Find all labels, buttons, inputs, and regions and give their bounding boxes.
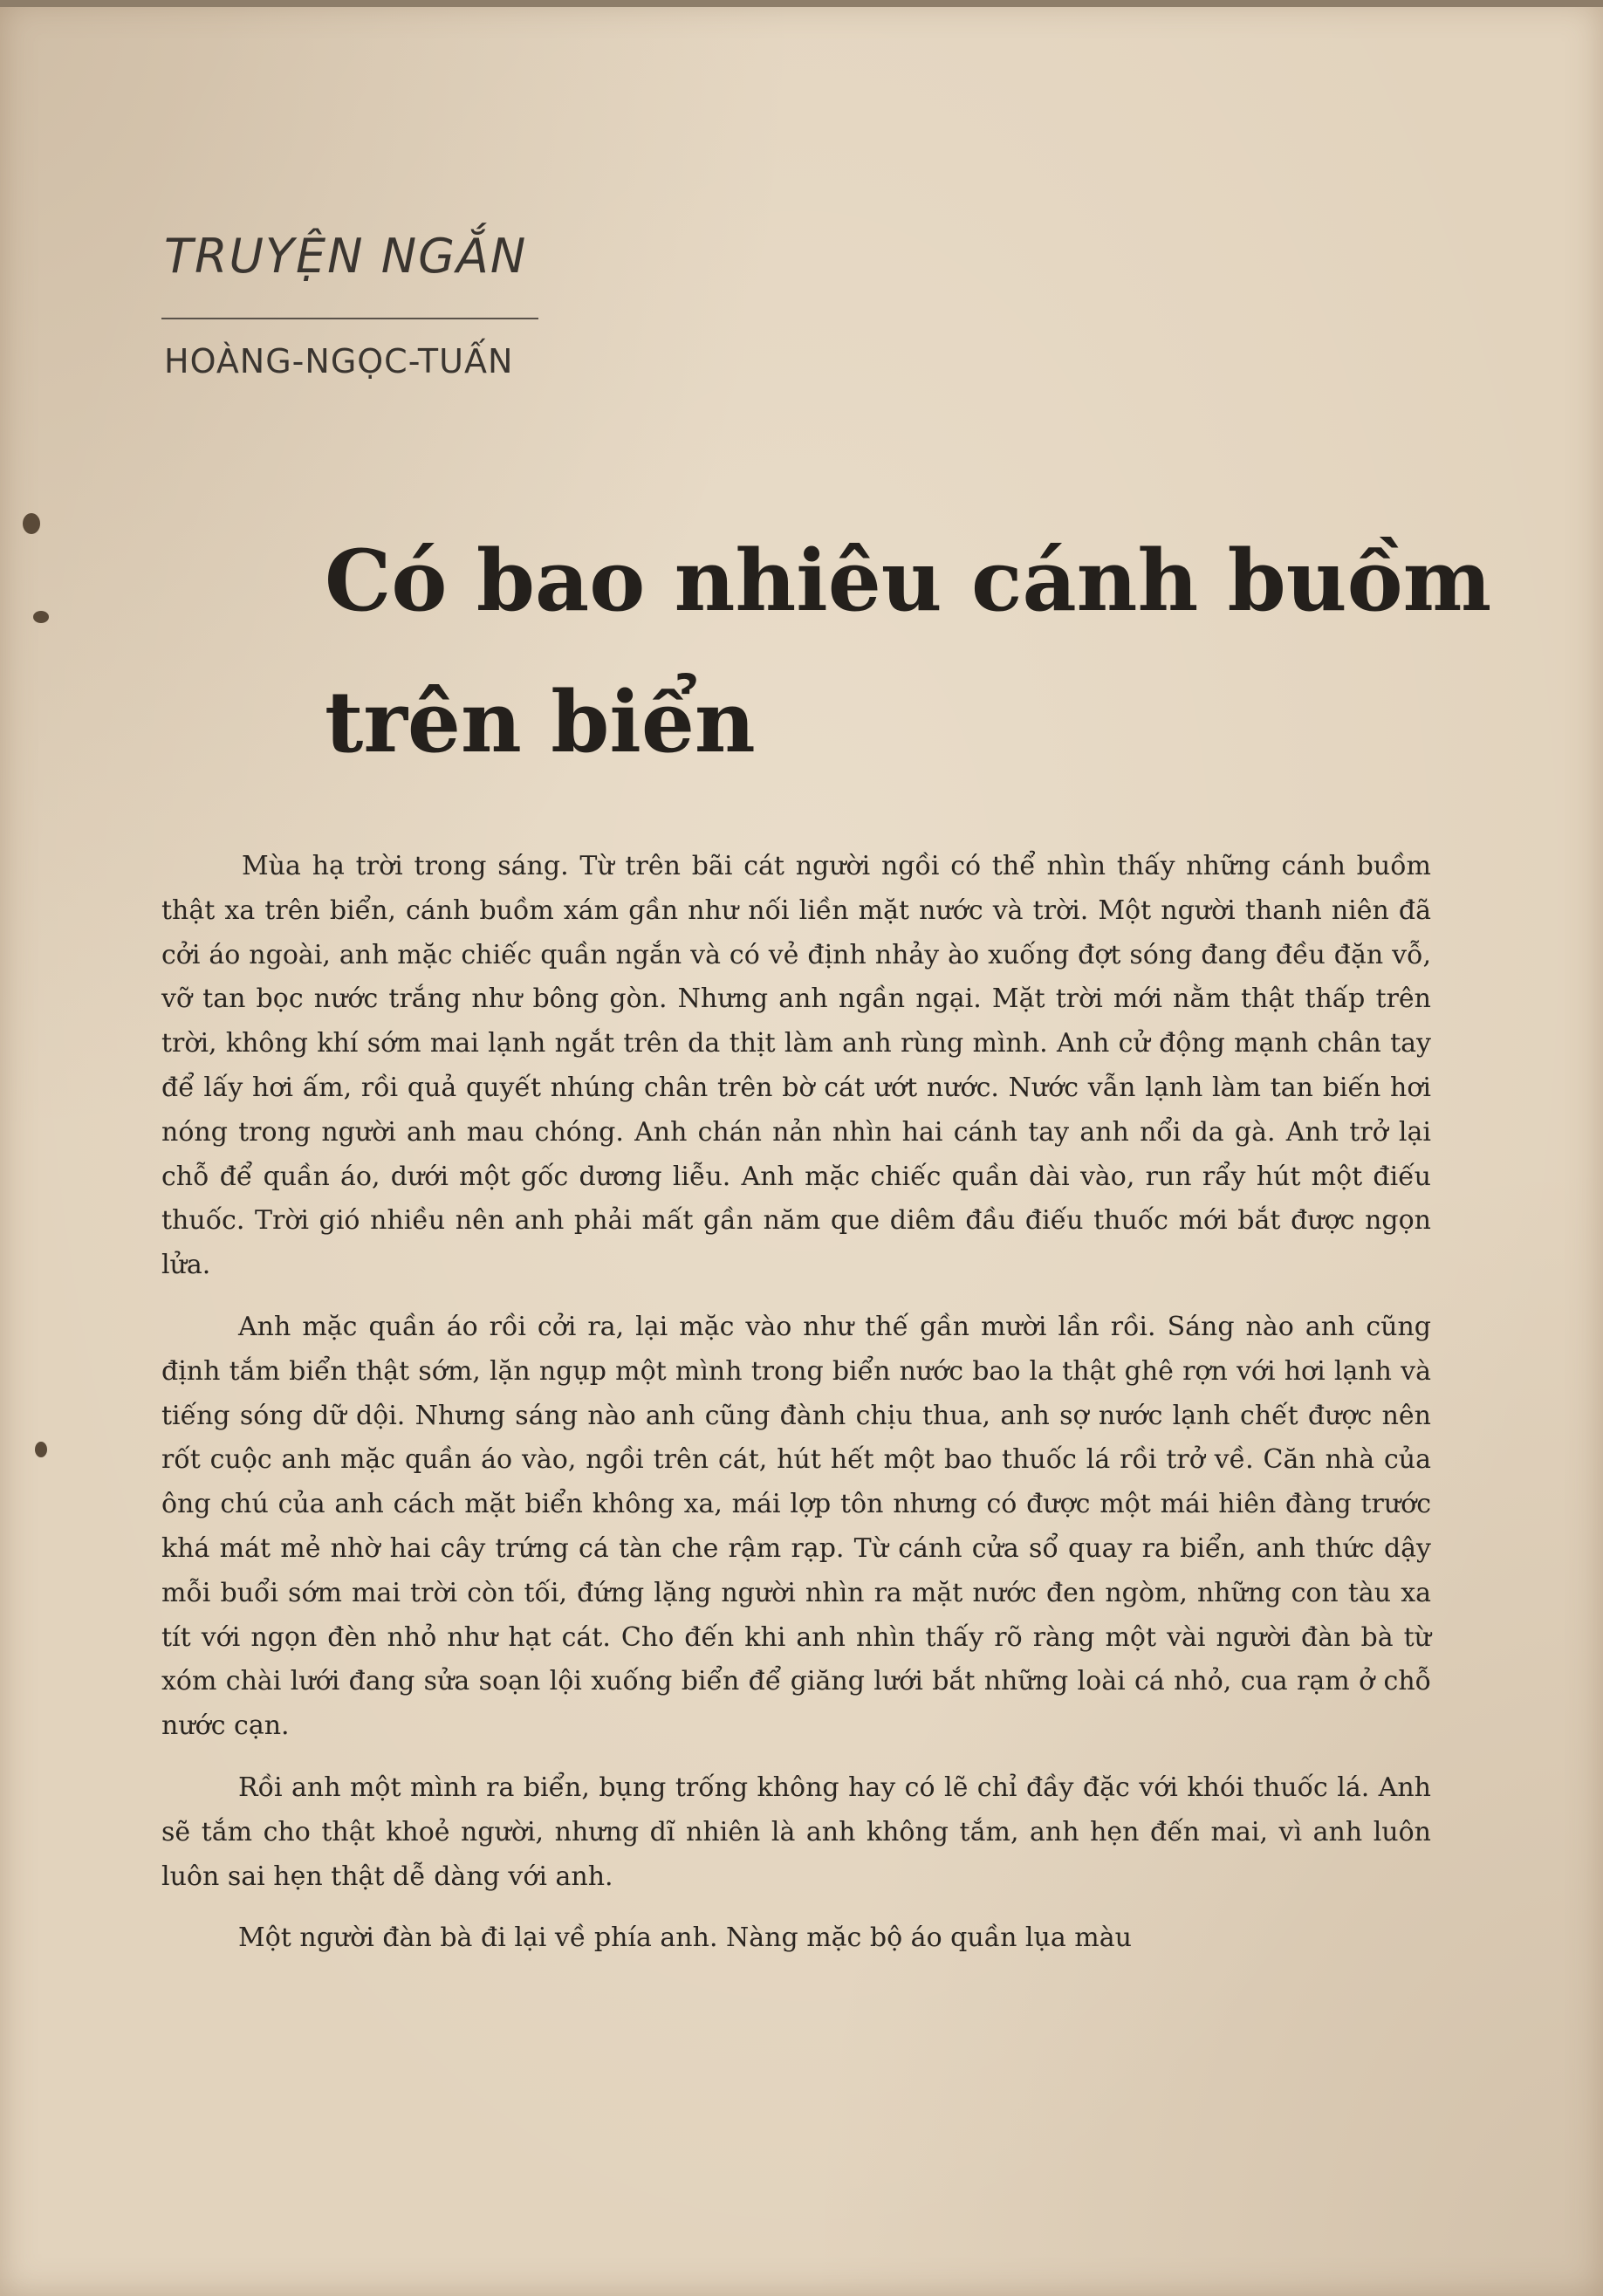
- story-title-line-1: Có bao nhiêu cánh buồm: [325, 531, 1492, 630]
- ink-stain: [35, 1442, 47, 1457]
- section-divider: [161, 318, 538, 319]
- paragraph: Một người đàn bà đi lại về phía anh. Nàng mặc bộ áo quần lụa màu: [238, 1922, 1132, 1954]
- section-label: TRUYỆN NGẮN: [164, 229, 528, 284]
- ink-stain: [33, 611, 49, 623]
- paragraph: Mùa hạ trời trong sáng. Từ trên bãi cát người ngồi có thể nhìn thấy những cánh buồm thật xa trên biển, cánh buồm xám gần như nối liền mặt nước và trời. Một người thanh niên đã cởi áo ngoài, anh mặc chiếc quần ngắn và có vẻ định nhảy ào xuống đợt sóng đang đều đặn vỗ, vỡ tan bọc nước trắng như bông gòn. Nhưng anh ngần ngại. Mặt trời mới nằm thật thấp trên trời, không khí sớm mai lạnh ngắt trên da thịt làm anh rùng mình. Anh cử động mạnh chân tay để lấy hơi ấm, rồi quả quyết nhúng chân trên bờ cát ướt nước. Nước vẫn lạnh làm tan biến hơi nóng trong người anh mau chóng. Anh chán nản nhìn hai cánh tay anh nổi da gà. Anh trở lại chỗ để quần áo, dưới một gốc dương liễu. Anh mặc chiếc quần dài vào, run rẩy hút một điếu thuốc. Trời gió nhiều nên anh phải mất gần năm que diêm đầu điếu thuốc mới bắt được ngọn lửa.: [161, 851, 1431, 1281]
- page-top-edge: [0, 0, 1603, 7]
- story-title-line-2: trên biển: [325, 673, 756, 771]
- paragraph: Rồi anh một mình ra biển, bụng trống không hay có lẽ chỉ đầy đặc với khói thuốc lá. Anh sẽ tắm cho thật khoẻ người, nhưng dĩ nhiên là anh không tắm, anh hẹn đến mai, vì anh luôn luôn sai hẹn thật dễ dàng với anh.: [161, 1772, 1431, 1892]
- author-name: HOÀNG-NGỌC-TUẤN: [164, 342, 514, 380]
- story-body: [161, 845, 1431, 1978]
- ink-stain: [23, 513, 40, 534]
- paragraph: Anh mặc quần áo rồi cởi ra, lại mặc vào như thế gần mười lần rồi. Sáng nào anh cũng định tắm biển thật sớm, lặn ngụp một mình trong biển nước bao la thật ghê rợn với hơi lạnh và tiếng sóng dữ dội. Nhưng sáng nào anh cũng đành chịu thua, anh sợ nước lạnh chết được nên rốt cuộc anh mặc quần áo vào, ngồi trên cát, hút hết một bao thuốc lá rồi trở về. Căn nhà của ông chú của anh cách mặt biển không xa, mái lợp tôn nhưng có được một mái hiên đàng trước khá mát mẻ nhờ hai cây trứng cá tàn che rậm rạp. Từ cánh cửa sổ quay ra biển, anh thức dậy mỗi buổi sớm mai trời còn tối, đứng lặng người nhìn ra mặt nước đen ngòm, những con tàu xa tít với ngọn đèn nhỏ như hạt cát. Cho đến khi anh nhìn thấy rõ ràng một vài người đàn bà từ xóm chài lưới đang sửa soạn lội xuống biển để giăng lưới bắt những loài cá nhỏ, cua rạm ở chỗ nước cạn.: [161, 1311, 1431, 1742]
- story-title: [325, 511, 1492, 793]
